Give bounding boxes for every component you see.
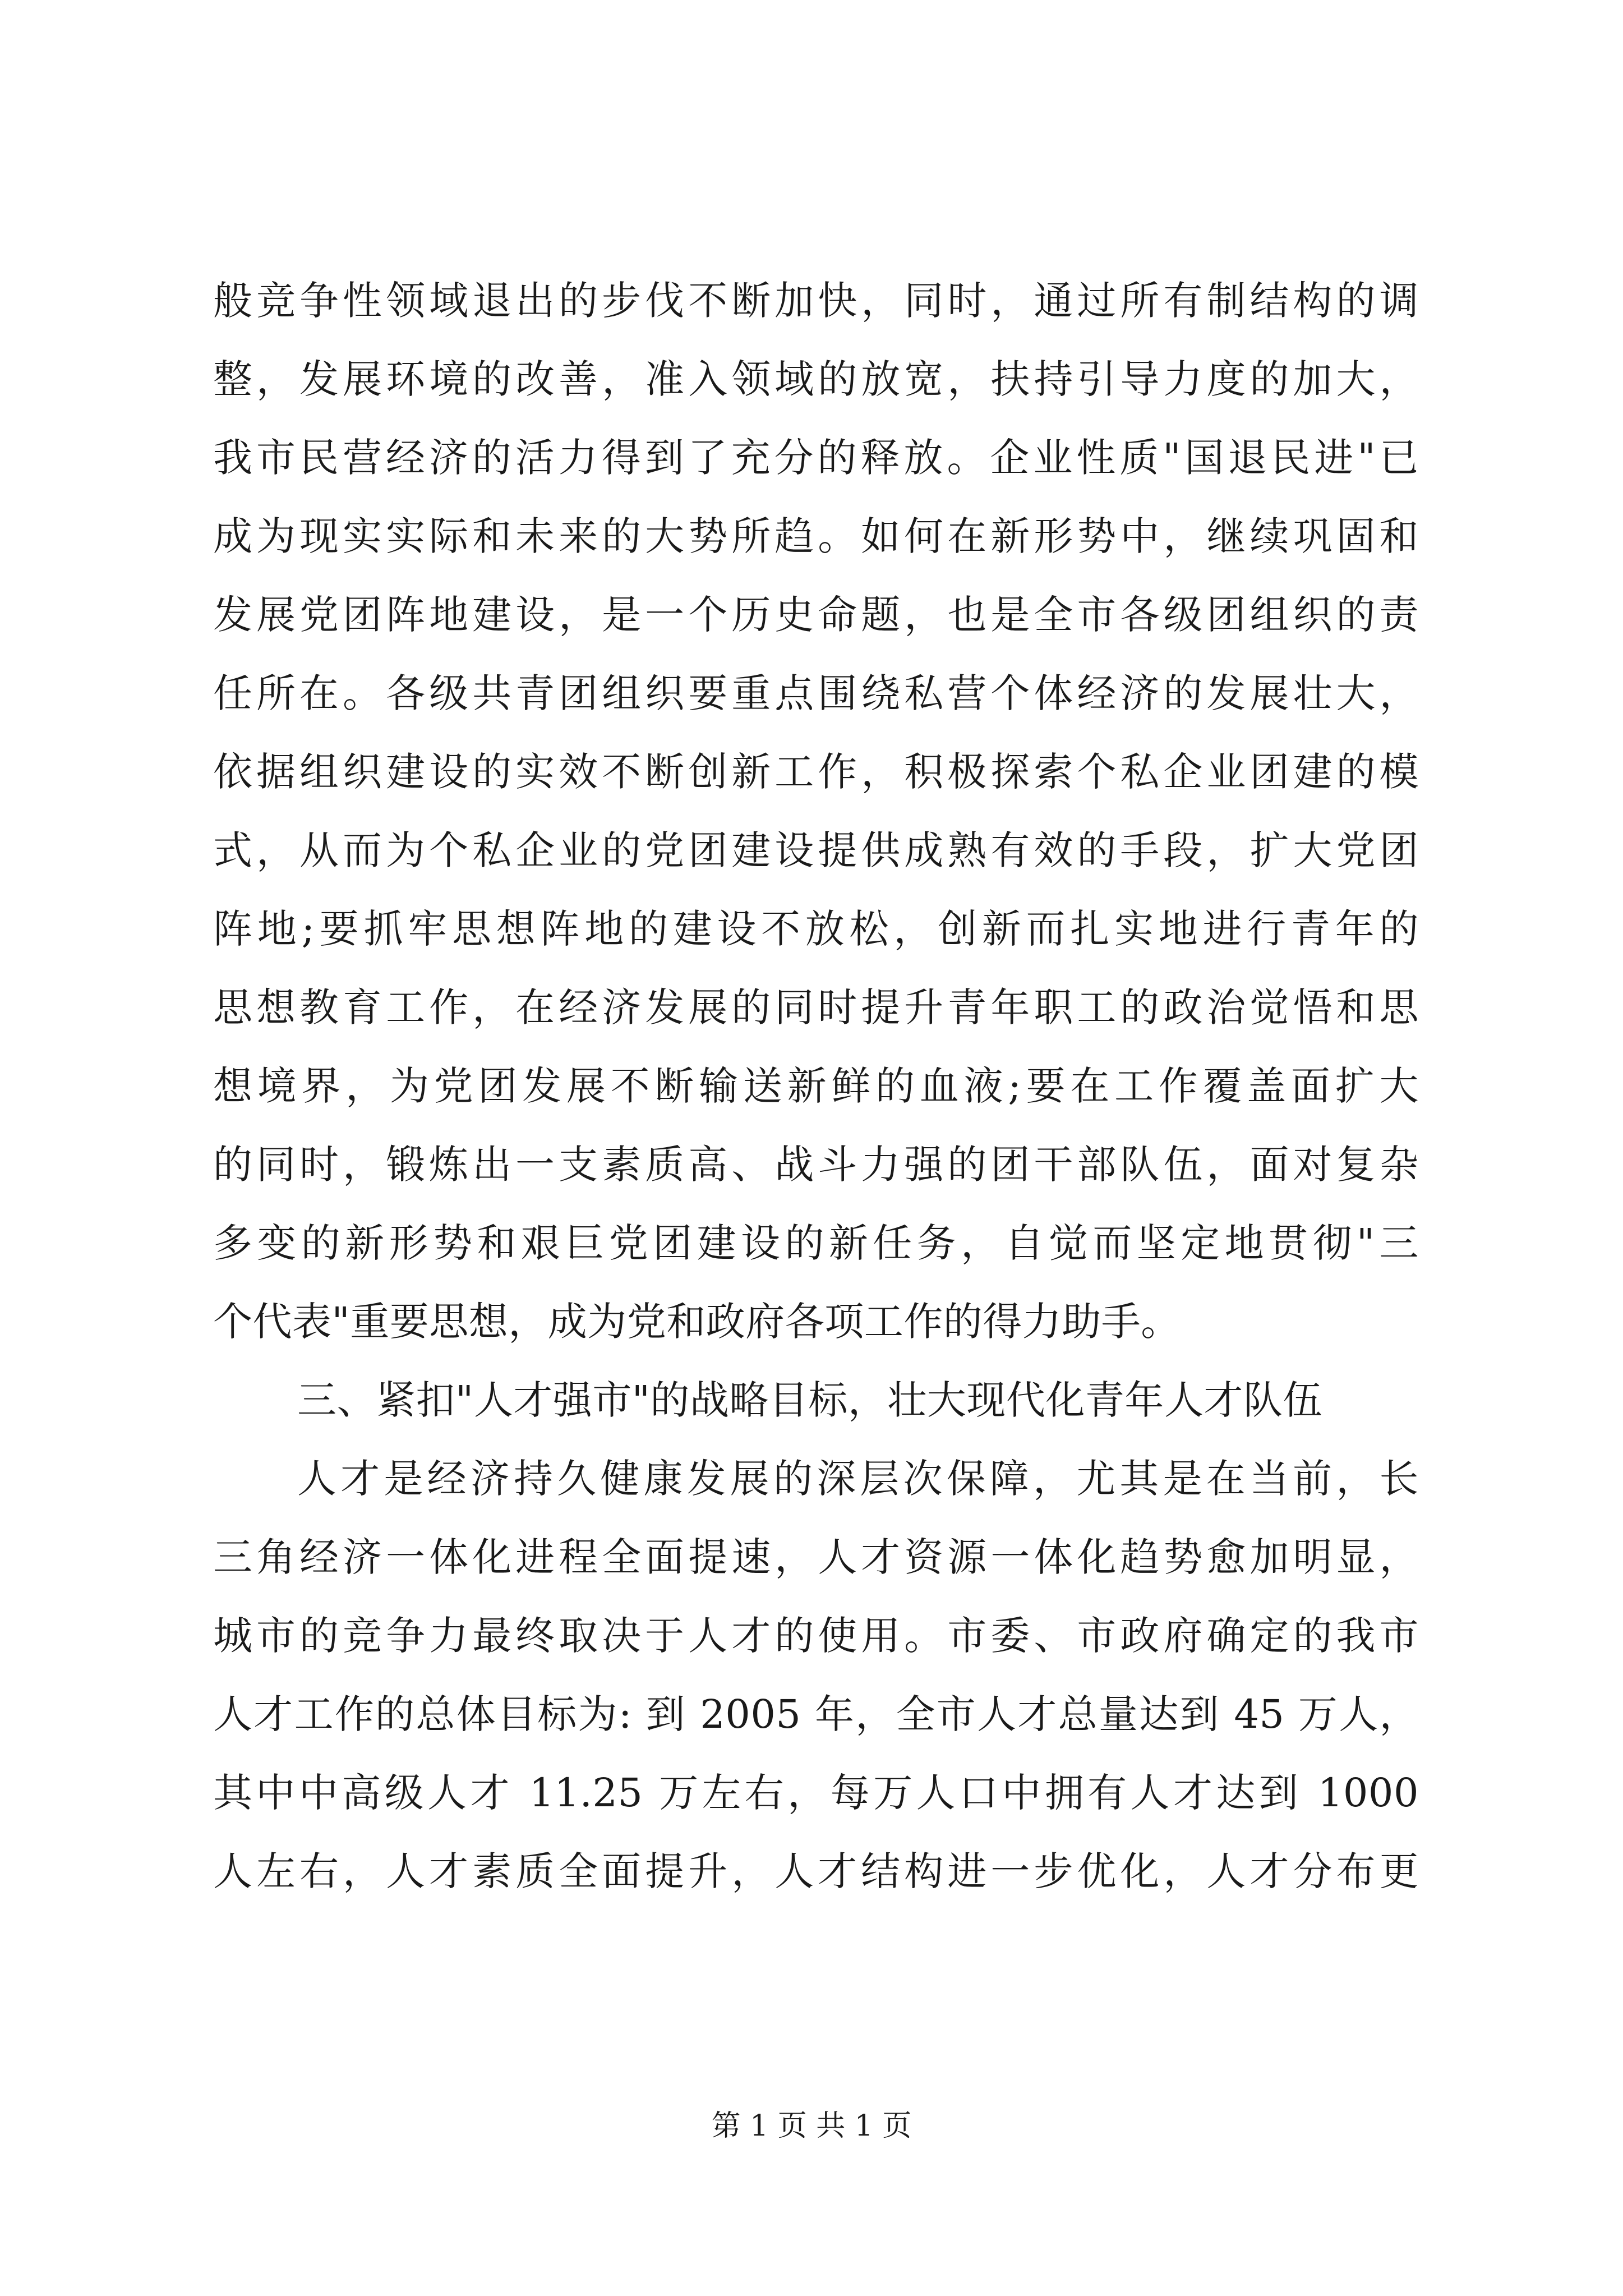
text-line: 其中中高级人才 11.25 万左右，每万人口中拥有人才达到 1000 bbox=[213, 1770, 1419, 1816]
text-line: 成为现实实际和未来的大势所趋。如何在新形势中，继续巩固和 bbox=[213, 513, 1419, 559]
text-line: 式，从而为个私企业的党团建设提供成熟有效的手段，扩大党团 bbox=[213, 827, 1419, 873]
text-line: 想境界，为党团发展不断输送新鲜的血液;要在工作覆盖面扩大 bbox=[213, 1063, 1419, 1109]
text-line: 多变的新形势和艰巨党团建设的新任务，自觉而坚定地贯彻"三 bbox=[213, 1220, 1419, 1266]
section-heading: 三、紧扣"人才强市"的战略目标，壮大现代化青年人才队伍 bbox=[297, 1377, 1322, 1423]
text-line: 城市的竞争力最终取决于人才的使用。市委、市政府确定的我市 bbox=[213, 1613, 1419, 1659]
page-footer bbox=[0, 2106, 1623, 2146]
page-number-label: 第 1 页 共 1 页 bbox=[711, 2109, 912, 2143]
text-line: 我市民营经济的活力得到了充分的释放。企业性质"国退民进"已 bbox=[213, 435, 1419, 481]
text-line: 三角经济一体化进程全面提速，人才资源一体化趋势愈加明显， bbox=[213, 1534, 1419, 1580]
text-line: 发展党团阵地建设，是一个历史命题，也是全市各级团组织的责 bbox=[213, 592, 1419, 638]
text-line: 般竞争性领域退出的步伐不断加快，同时，通过所有制结构的调 bbox=[213, 278, 1419, 324]
text-line: 阵地;要抓牢思想阵地的建设不放松，创新而扎实地进行青年的 bbox=[213, 906, 1419, 952]
text-line: 任所在。各级共青团组织要重点围绕私营个体经济的发展壮大， bbox=[213, 670, 1419, 716]
text-line: 人才工作的总体目标为: 到 2005 年，全市人才总量达到 45 万人， bbox=[213, 1691, 1419, 1737]
text-line: 人才是经济持久健康发展的深层次保障，尤其是在当前，长 bbox=[297, 1456, 1419, 1502]
text-line: 整，发展环境的改善，准入领域的放宽，扶持引导力度的加大， bbox=[213, 356, 1419, 402]
text-line: 个代表"重要思想，成为党和政府各项工作的得力助手。 bbox=[213, 1299, 1181, 1345]
text-line: 人左右，人才素质全面提升，人才结构进一步优化，人才分布更 bbox=[213, 1848, 1419, 1894]
text-line: 依据组织建设的实效不断创新工作，积极探索个私企业团建的模 bbox=[213, 749, 1419, 795]
text-line: 的同时，锻炼出一支素质高、战斗力强的团干部队伍，面对复杂 bbox=[213, 1142, 1419, 1188]
text-line: 思想教育工作，在经济发展的同时提升青年职工的政治觉悟和思 bbox=[213, 984, 1419, 1030]
body-text bbox=[213, 261, 1419, 1911]
